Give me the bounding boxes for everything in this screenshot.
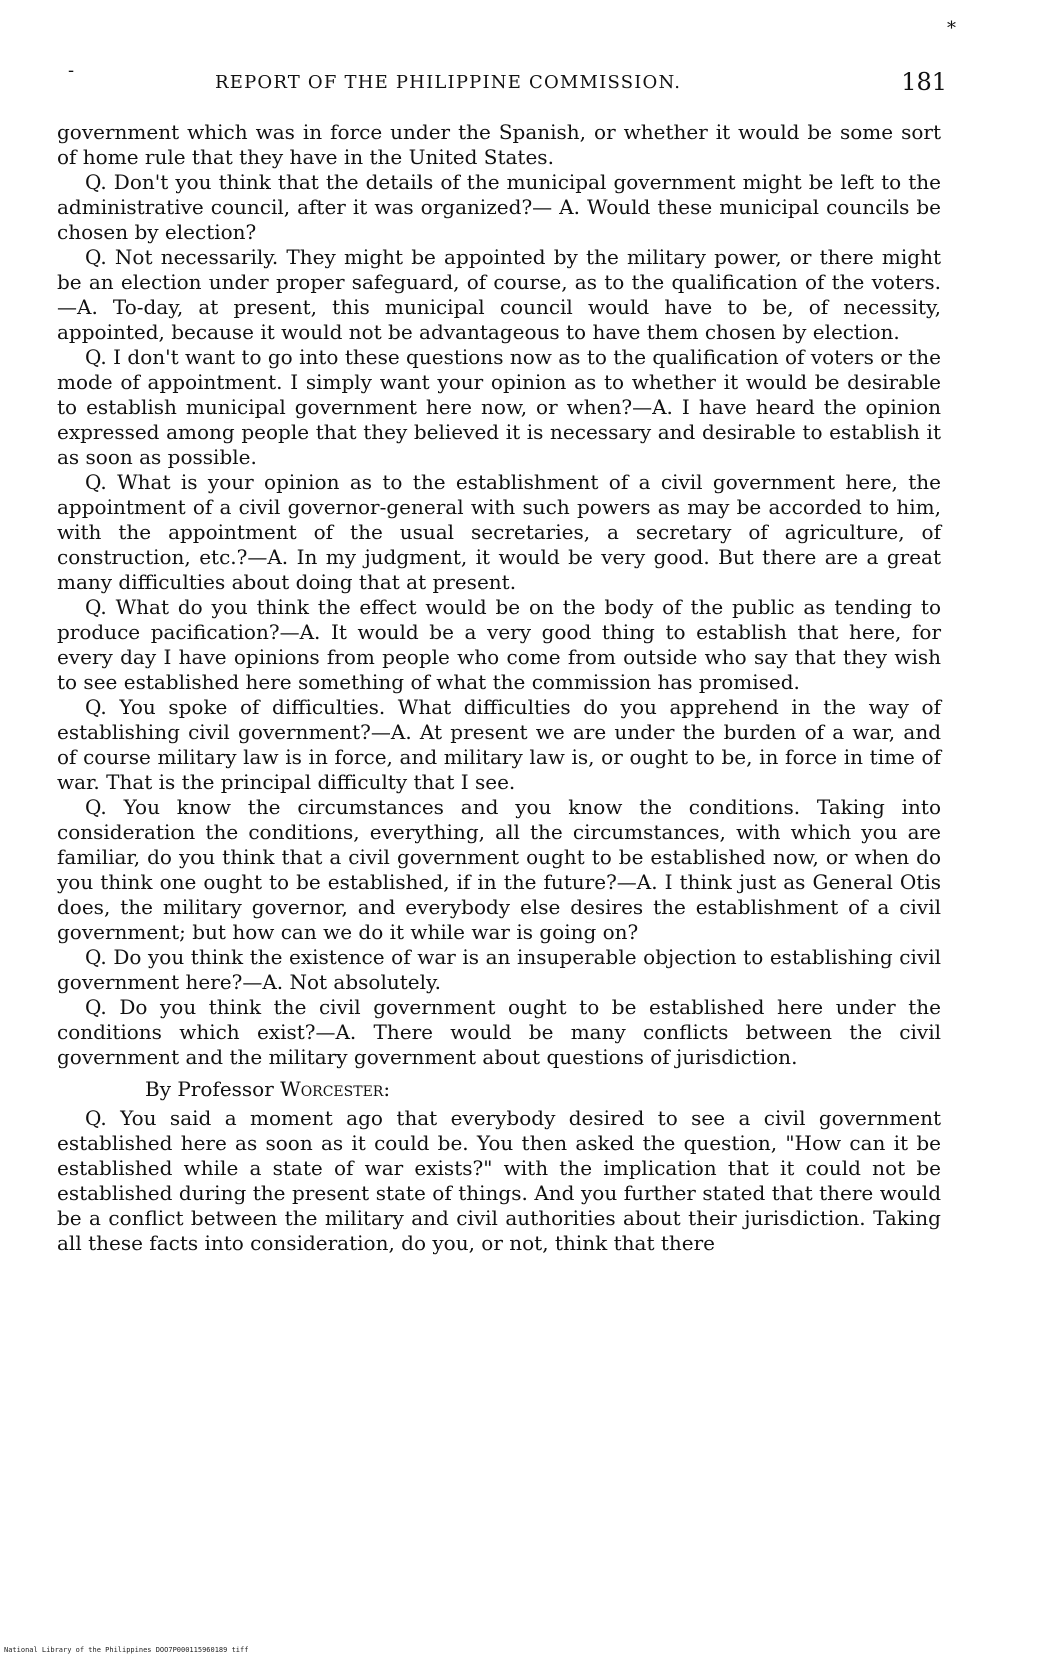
paragraph-qa-4: Q. What is your opinion as to the establishment of a civil government here, the appointment of a civil governor-general with such powers as may be accorded to him, with the appointment of the usual secretaries, a secretary of agriculture, of construction, etc.?—A. In my judgment, it would be very good. But there are a great many difficulties about doing that at present. — [57, 470, 941, 594]
page-number: 181 — [901, 68, 947, 96]
heading-prefix: By Professor — [145, 1077, 281, 1101]
left-margin-mark: - — [68, 60, 75, 81]
scan-footer: National Library of the Philippines DOO7P000115960189 tiff — [4, 1646, 249, 1654]
paragraph-qa-6: Q. You spoke of difficulties. What difficulties do you apprehend in the way of establishing civil government?—A. At present we are under the burden of a war, and of course military law is in force, and military law is, or ought to be, in force in time of war. That is the principal difficulty that I see. — [57, 695, 941, 794]
paragraph-continuation: government which was in force under the Spanish, or whether it would be some sort of home rule that they have in the United States. — [57, 120, 941, 169]
paragraph-qa-10: Q. You said a moment ago that everybody desired to see a civil government established here as soon as it could be. You then asked the question, "How can it be established while a state of war exists?" with the implication that it could not be established during the present state of things. And you further stated that there would be a conflict between the military and civil authorities about their jurisdiction. Taking all these facts into consideration, do you, or not, think that there — [57, 1106, 941, 1255]
paragraph-qa-8: Q. Do you think the existence of war is an insuperable objection to establishing civil government here?—A. Not absolutely. — [57, 945, 941, 994]
paragraph-qa-3: Q. I don't want to go into these questions now as to the qualification of voters or the mode of appointment. I simply want your opinion as to whether it would be desirable to establish municipal government here now, or when?—A. I have heard the opinion expressed among people that they believed it is necessary and desirable to establish it as soon as possible. — [57, 345, 941, 469]
corner-mark: * — [947, 18, 956, 39]
paragraph-qa-1: Q. Don't you think that the details of the municipal government might be left to the administrative council, after it was organized?— A. Would these municipal councils be chosen by election? — [57, 170, 941, 244]
paragraph-qa-5: Q. What do you think the effect would be on the body of the public as tending to produce pacification?—A. It would be a very good thing to establish that here, for every day I have opinions from people who come from outside who say that they wish to see established here something of what the commission has promised. — [57, 595, 941, 694]
paragraph-qa-7: Q. You know the circumstances and you know the conditions. Taking into consideration the conditions, everything, all the circumstances, with which you are familiar, do you think that a civil government ought to be established now, or when do you think one ought to be established, if in the future?—A. I think just as General Otis does, the military governor, and everybody else desires the establishment of a civil government; but how can we do it while war is going on? — [57, 795, 941, 944]
section-heading — [57, 1076, 941, 1102]
heading-suffix: : — [383, 1077, 391, 1101]
body-text — [57, 120, 941, 1256]
heading-name: Worcester — [280, 1077, 384, 1101]
paragraph-qa-9: Q. Do you think the civil government ought to be established here under the conditions which exist?—A. There would be many conflicts between the civil government and the military government about questions of jurisdiction. — [57, 995, 941, 1069]
running-head: REPORT OF THE PHILIPPINE COMMISSION. — [215, 72, 682, 93]
paragraph-qa-2: Q. Not necessarily. They might be appointed by the military power, or there might be an election under proper safeguard, of course, as to the qualification of the voters.—A. To-day, at present, this municipal council would have to be, of necessity, appointed, because it would not be advantageous to have them chosen by election. — [57, 245, 941, 344]
